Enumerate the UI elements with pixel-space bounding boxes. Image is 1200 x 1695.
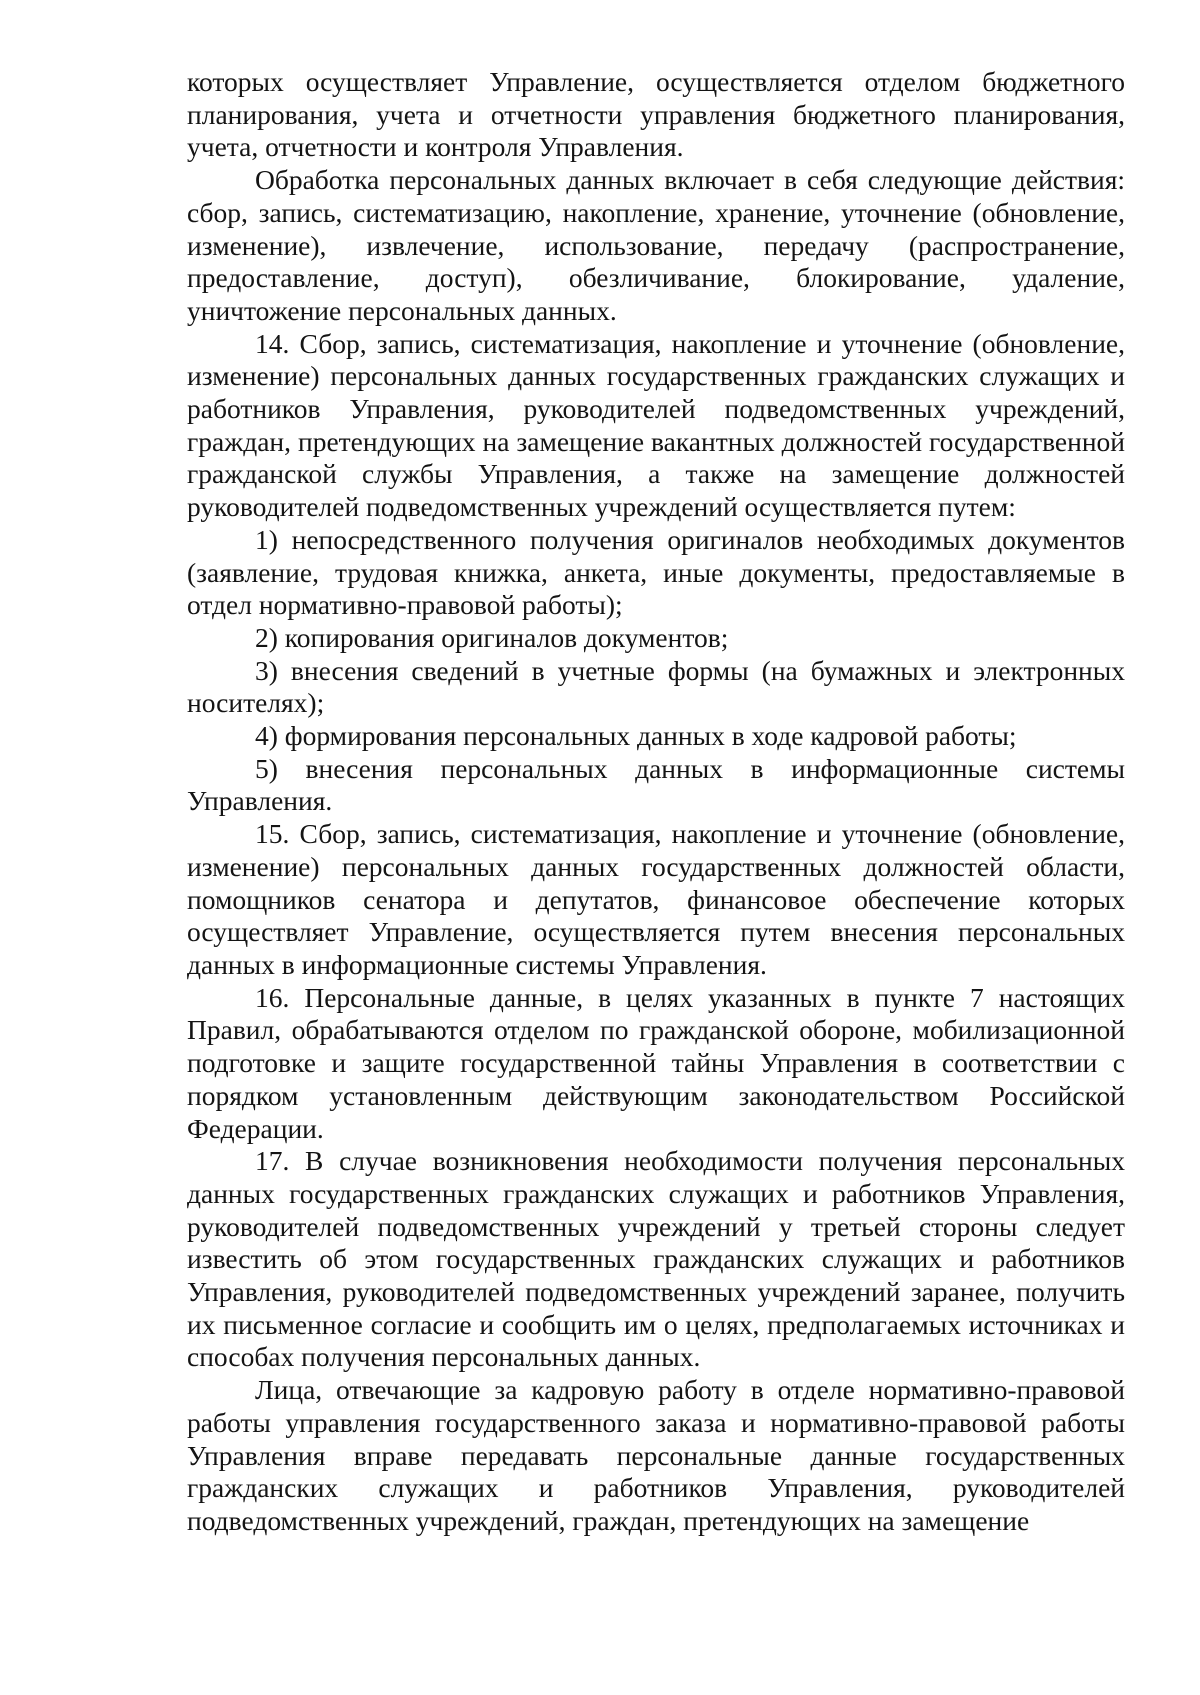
paragraph-item-16: 16. Персональные данные, в целях указанных в пункте 7 настоящих Правил, обрабатываются отделом по гражданской обороне, мобилизационной подготовке и защите государственной тайны Управления в соответствии с порядком установленным действующим законодательством Российской Федерации. bbox=[187, 981, 1125, 1144]
paragraph-personnel-officers: Лица, отвечающие за кадровую работу в отделе нормативно-правовой работы управления государственного заказа и нормативно-правовой работы Управления вправе передавать персональные данные государственных гражданских служащих и работников Управления, руководителей подведомственных учреждений, граждан, претендующих на замещение bbox=[187, 1374, 1125, 1536]
list-item-4: 4) формирования персональных данных в ходе кадровой работы; bbox=[255, 720, 1017, 752]
list-item-2: 2) копирования оригиналов документов; bbox=[255, 621, 729, 653]
document-page bbox=[187, 66, 1125, 1538]
list-item-1: 1) непосредственного получения оригиналов необходимых документов (заявление, трудовая книжка, анкета, иные документы, предоставляемые в отдел нормативно-правовой работы); bbox=[187, 523, 1125, 621]
paragraph-processing-actions: Обработка персональных данных включает в себя следующие действия: сбор, запись, систематизацию, накопление, хранение, уточнение (обновление, изменение), извлечение, использование, передачу (распространение, предоставление, доступ), обезличивание, блокирование, удаление, уничтожение персональных данных. bbox=[187, 164, 1125, 326]
paragraph-item-15: 15. Сбор, запись, систематизация, накопление и уточнение (обновление, изменение) персональных данных государственных должностей области, помощников сенатора и депутатов, финансовое обеспечение которых осуществляет Управление, осуществляется путем внесения персональных данных в информационные системы Управления. bbox=[187, 818, 1125, 980]
paragraph-continuation: которых осуществляет Управление, осуществляется отделом бюджетного планирования, учета и отчетности управления бюджетного планирования, учета, отчетности и контроля Управления. bbox=[187, 66, 1125, 163]
list-item-3: 3) внесения сведений в учетные формы (на бумажных и электронных носителях); bbox=[187, 654, 1125, 719]
paragraph-item-17: 17. В случае возникновения необходимости получения персональных данных государственных гражданских служащих и работников Управления, руководителей подведомственных учреждений у третьей стороны следует известить об этом государственных гражданских служащих и работников Управления, руководителей подведомственных учреждений заранее, получить их письменное согласие и сообщить им о целях, предполагаемых источниках и способах получения персональных данных. bbox=[187, 1145, 1125, 1373]
list-item-5: 5) внесения персональных данных в информационные системы Управления. bbox=[187, 752, 1125, 817]
paragraph-item-14: 14. Сбор, запись, систематизация, накопление и уточнение (обновление, изменение) персональных данных государственных гражданских служащих и работников Управления, руководителей подведомственных учреждений, граждан, претендующих на замещение вакантных должностей государственной гражданской службы Управления, а также на замещение должностей руководителей подведомственных учреждений осуществляется путем: bbox=[187, 327, 1125, 523]
